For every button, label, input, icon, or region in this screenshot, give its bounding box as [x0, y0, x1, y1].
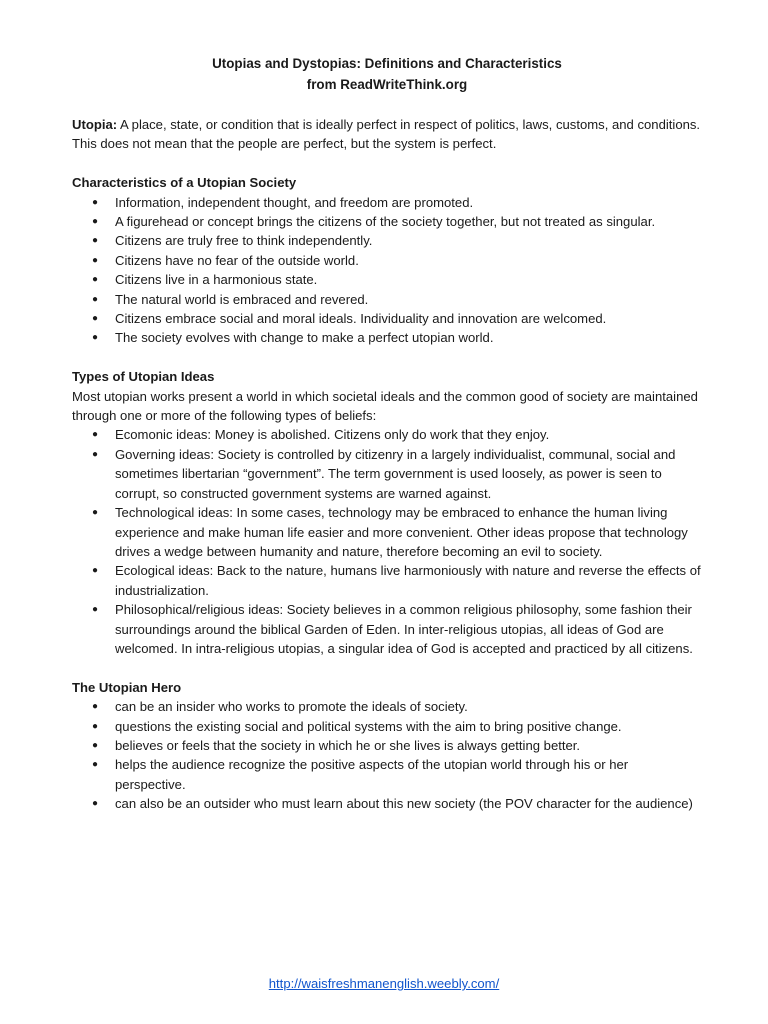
bullet-icon: ●	[92, 798, 99, 810]
list-item	[72, 251, 702, 270]
list-item	[72, 697, 702, 716]
bullet-icon: ●	[92, 293, 99, 305]
list-item	[72, 270, 702, 289]
list-item	[72, 794, 702, 813]
bullet-icon: ●	[92, 448, 99, 460]
list-item	[72, 755, 702, 794]
list-item	[72, 231, 702, 250]
list-item-text: Citizens have no fear of the outside world.	[115, 252, 359, 268]
list-item	[72, 561, 702, 600]
list-item-text: can be an insider who works to promote the ideals of society.	[115, 699, 468, 715]
bullet-icon: ●	[92, 759, 99, 771]
list-item-text: Technological ideas: In some cases, technology may be embraced to enhance the human living experience and make human life easier and more convenient. Other ideas propose that technology drives a wedge between humanity and nature, therefore becoming an evil to society.	[115, 505, 688, 559]
document-page	[72, 54, 702, 833]
utopia-definition-text: A place, state, or condition that is ideally perfect in respect of politics, laws, customs, and conditions. This does not mean that the people are perfect, but the system is perfect.	[72, 117, 701, 152]
hero-section	[72, 678, 702, 814]
list-item-text: Information, independent thought, and freedom are promoted.	[115, 194, 474, 210]
list-item-text: can also be an outsider who must learn about this new society (the POV character for the audience)	[115, 796, 693, 812]
title-block	[72, 54, 702, 95]
bullet-icon: ●	[92, 429, 99, 441]
list-item-text: A figurehead or concept brings the citizens of the society together, but not treated as singular.	[115, 214, 656, 230]
list-item-text: Ecomonic ideas: Money is abolished. Citizens only do work that they enjoy.	[115, 427, 550, 443]
bullet-icon: ●	[92, 739, 99, 751]
list-item	[72, 600, 702, 658]
footer-link[interactable]: http://waisfreshmanenglish.weebly.com/	[268, 976, 500, 991]
bullet-icon: ●	[92, 313, 99, 325]
list-item-text: Citizens embrace social and moral ideals. Individuality and innovation are welcomed.	[115, 311, 607, 327]
bullet-icon: ●	[92, 604, 99, 616]
list-item	[72, 736, 702, 755]
utopia-term: Utopia:	[72, 117, 118, 132]
document-title: Utopias and Dystopias: Definitions and Characteristics	[212, 56, 562, 71]
list-item	[72, 309, 702, 328]
list-item	[72, 717, 702, 736]
bullet-icon: ●	[92, 254, 99, 266]
bullet-icon: ●	[92, 216, 99, 228]
list-item	[72, 328, 702, 347]
hero-heading: The Utopian Hero	[72, 679, 182, 695]
list-item-text: believes or feels that the society in which he or she lives is always getting better.	[115, 737, 581, 753]
list-item-text: Citizens are truly free to think independently.	[115, 233, 373, 249]
bullet-icon: ●	[92, 196, 99, 208]
utopia-definition	[72, 115, 702, 154]
bullet-icon: ●	[92, 507, 99, 519]
list-item-text: Ecological ideas: Back to the nature, humans live harmoniously with nature and reverse the effects of industrialization.	[115, 563, 701, 598]
list-item	[72, 193, 702, 212]
bullet-icon: ●	[92, 701, 99, 713]
hero-list	[72, 697, 702, 813]
list-item	[72, 290, 702, 309]
footer	[0, 974, 768, 993]
list-item-text: helps the audience recognize the positive aspects of the utopian world through his or her perspective.	[115, 757, 629, 792]
list-item	[72, 425, 702, 444]
list-item	[72, 212, 702, 231]
characteristics-list	[72, 193, 702, 348]
types-section	[72, 367, 702, 658]
bullet-icon: ●	[92, 274, 99, 286]
list-item-text: The society evolves with change to make a perfect utopian world.	[115, 330, 494, 346]
types-list	[72, 425, 702, 658]
bullet-icon: ●	[92, 235, 99, 247]
characteristics-heading: Characteristics of a Utopian Society	[72, 175, 297, 191]
list-item-text: Citizens live in a harmonious state.	[115, 272, 318, 288]
bullet-icon: ●	[92, 720, 99, 732]
document-subtitle: from ReadWriteThink.org	[306, 76, 468, 92]
list-item	[72, 445, 702, 503]
list-item-text: questions the existing social and political systems with the aim to bring positive change.	[115, 718, 622, 734]
list-item-text: Philosophical/religious ideas: Society believes in a common religious philosophy, some fashion their surroundings around the biblical Garden of Eden. In inter-religious utopias, all ideas of God are welcomed. In intra-religious utopias, a singular idea of God is accepted and practiced by all citizens.	[115, 602, 693, 656]
list-item	[72, 503, 702, 561]
list-item-text: The natural world is embraced and revered.	[115, 291, 369, 307]
bullet-icon: ●	[92, 332, 99, 344]
characteristics-section	[72, 173, 702, 348]
list-item-text: Governing ideas: Society is controlled by citizenry in a largely individualist, communal, social and sometimes libertarian “government”. The term government is used loosely, as power is seen to corrupt, so constructed government systems are warned against.	[115, 446, 676, 501]
types-intro: Most utopian works present a world in which societal ideals and the common good of society are maintained through one or more of the following types of beliefs:	[72, 388, 698, 424]
types-heading: Types of Utopian Ideas	[72, 369, 215, 385]
bullet-icon: ●	[92, 565, 99, 577]
